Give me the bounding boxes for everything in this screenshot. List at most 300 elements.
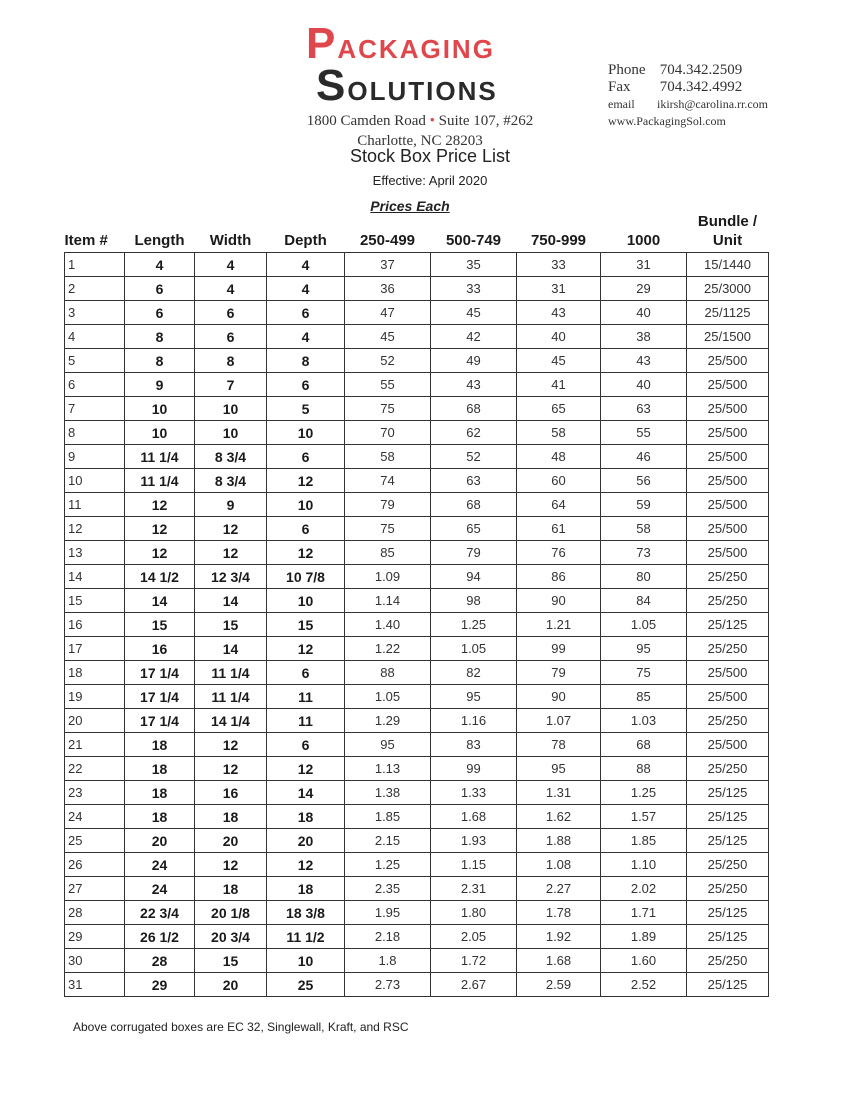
price-cell: 1.8 [345, 949, 431, 973]
price-cell: 31 [601, 253, 687, 277]
depth-cell: 11 [267, 685, 345, 709]
table-row [65, 493, 769, 517]
width-cell: 6 [195, 301, 267, 325]
column-header-length: Length [134, 232, 185, 249]
table-row [65, 877, 769, 901]
depth-cell: 12 [267, 637, 345, 661]
table-row [65, 565, 769, 589]
table-row [65, 469, 769, 493]
email-label: email [608, 97, 635, 111]
table-row [65, 277, 769, 301]
price-cell: 52 [431, 445, 517, 469]
contact-email [608, 96, 768, 113]
price-cell: 83 [431, 733, 517, 757]
table-row [65, 541, 769, 565]
price-cell: 1.38 [345, 781, 431, 805]
width-cell: 8 3/4 [195, 469, 267, 493]
price-cell: 2.35 [345, 877, 431, 901]
depth-cell: 10 7/8 [267, 565, 345, 589]
length-cell: 26 1/2 [125, 925, 195, 949]
price-cell: 40 [601, 373, 687, 397]
price-cell: 43 [601, 349, 687, 373]
length-cell: 29 [125, 973, 195, 997]
price-cell: 1.71 [601, 901, 687, 925]
price-cell: 1.21 [517, 613, 601, 637]
length-cell: 8 [125, 349, 195, 373]
price-cell: 1.88 [517, 829, 601, 853]
bundle-cell: 25/500 [687, 493, 769, 517]
depth-cell: 4 [267, 277, 345, 301]
item-cell: 7 [65, 397, 125, 421]
bundle-cell: 25/125 [687, 805, 769, 829]
length-cell: 8 [125, 325, 195, 349]
table-row [65, 829, 769, 853]
item-cell: 26 [65, 853, 125, 877]
length-cell: 12 [125, 541, 195, 565]
depth-cell: 18 [267, 877, 345, 901]
price-cell: 31 [517, 277, 601, 301]
contact-block [608, 62, 768, 130]
width-cell: 12 [195, 541, 267, 565]
width-cell: 8 3/4 [195, 445, 267, 469]
price-cell: 1.78 [517, 901, 601, 925]
item-cell: 2 [65, 277, 125, 301]
price-cell: 2.31 [431, 877, 517, 901]
item-cell: 21 [65, 733, 125, 757]
length-cell: 18 [125, 805, 195, 829]
table-row [65, 781, 769, 805]
length-cell: 4 [125, 253, 195, 277]
contact-phone [608, 62, 768, 79]
price-cell: 1.08 [517, 853, 601, 877]
depth-cell: 11 [267, 709, 345, 733]
price-cell: 55 [601, 421, 687, 445]
width-cell: 18 [195, 805, 267, 829]
depth-cell: 10 [267, 589, 345, 613]
company-logo [300, 19, 540, 110]
address-street: 1800 Camden Road [306, 113, 426, 129]
price-cell: 45 [431, 301, 517, 325]
price-cell: 48 [517, 445, 601, 469]
price-cell: 33 [431, 277, 517, 301]
price-cell: 58 [345, 445, 431, 469]
depth-cell: 25 [267, 973, 345, 997]
price-cell: 95 [431, 685, 517, 709]
width-cell: 12 [195, 733, 267, 757]
price-cell: 1.16 [431, 709, 517, 733]
bundle-cell: 25/125 [687, 829, 769, 853]
length-cell: 10 [125, 421, 195, 445]
price-cell: 1.05 [431, 637, 517, 661]
price-cell: 45 [345, 325, 431, 349]
document-title: Stock Box Price List [349, 146, 511, 166]
address-city: Charlotte, NC 28203 [357, 133, 483, 149]
price-cell: 63 [431, 469, 517, 493]
price-cell: 1.03 [601, 709, 687, 733]
table-row [65, 733, 769, 757]
column-header-item-number: Item # [64, 232, 108, 249]
table-row [65, 757, 769, 781]
width-cell: 16 [195, 781, 267, 805]
table-row [65, 853, 769, 877]
bundle-cell: 25/500 [687, 733, 769, 757]
table-row [65, 973, 769, 997]
company-address [270, 111, 570, 151]
item-cell: 9 [65, 445, 125, 469]
length-cell: 28 [125, 949, 195, 973]
item-cell: 16 [65, 613, 125, 637]
price-cell: 79 [517, 661, 601, 685]
item-cell: 18 [65, 661, 125, 685]
price-cell: 1.14 [345, 589, 431, 613]
width-cell: 9 [195, 493, 267, 517]
price-cell: 1.40 [345, 613, 431, 637]
table-row [65, 253, 769, 277]
price-cell: 33 [517, 253, 601, 277]
price-cell: 45 [517, 349, 601, 373]
bundle-cell: 25/250 [687, 757, 769, 781]
bundle-cell: 25/500 [687, 421, 769, 445]
price-cell: 56 [601, 469, 687, 493]
price-cell: 1.93 [431, 829, 517, 853]
item-cell: 24 [65, 805, 125, 829]
depth-cell: 20 [267, 829, 345, 853]
bundle-cell: 15/1440 [687, 253, 769, 277]
price-cell: 1.60 [601, 949, 687, 973]
item-cell: 8 [65, 421, 125, 445]
bundle-cell: 25/250 [687, 949, 769, 973]
logo-line-solutions: SOLUTIONS [316, 61, 498, 110]
price-cell: 78 [517, 733, 601, 757]
bundle-cell: 25/125 [687, 973, 769, 997]
price-cell: 84 [601, 589, 687, 613]
bundle-cell: 25/125 [687, 613, 769, 637]
price-cell: 2.27 [517, 877, 601, 901]
column-header-price-500-749: 500-749 [445, 232, 502, 249]
table-row [65, 301, 769, 325]
column-header-price-750-999: 750-999 [530, 232, 587, 249]
item-cell: 22 [65, 757, 125, 781]
price-cell: 70 [345, 421, 431, 445]
length-cell: 6 [125, 277, 195, 301]
price-cell: 99 [517, 637, 601, 661]
price-cell: 85 [601, 685, 687, 709]
price-cell: 1.15 [431, 853, 517, 877]
width-cell: 20 1/8 [195, 901, 267, 925]
price-cell: 63 [601, 397, 687, 421]
item-cell: 19 [65, 685, 125, 709]
length-cell: 17 1/4 [125, 709, 195, 733]
width-cell: 20 [195, 973, 267, 997]
bundle-cell: 25/250 [687, 877, 769, 901]
price-cell: 35 [431, 253, 517, 277]
width-cell: 10 [195, 421, 267, 445]
depth-cell: 4 [267, 325, 345, 349]
price-table-header [65, 212, 769, 253]
table-row [65, 901, 769, 925]
depth-cell: 5 [267, 397, 345, 421]
table-row [65, 421, 769, 445]
price-table [64, 212, 769, 997]
length-cell: 12 [125, 493, 195, 517]
price-cell: 1.85 [601, 829, 687, 853]
price-cell: 79 [345, 493, 431, 517]
prices-each-heading: Prices Each [370, 198, 450, 214]
depth-cell: 15 [267, 613, 345, 637]
length-cell: 17 1/4 [125, 661, 195, 685]
price-cell: 2.02 [601, 877, 687, 901]
length-cell: 24 [125, 877, 195, 901]
item-cell: 27 [65, 877, 125, 901]
price-cell: 95 [345, 733, 431, 757]
price-cell: 1.72 [431, 949, 517, 973]
bundle-cell: 25/500 [687, 349, 769, 373]
width-cell: 4 [195, 253, 267, 277]
depth-cell: 6 [267, 733, 345, 757]
item-cell: 15 [65, 589, 125, 613]
price-cell: 82 [431, 661, 517, 685]
depth-cell: 11 1/2 [267, 925, 345, 949]
item-cell: 28 [65, 901, 125, 925]
table-row [65, 709, 769, 733]
length-cell: 11 1/4 [125, 445, 195, 469]
bundle-cell: 25/500 [687, 541, 769, 565]
table-row [65, 349, 769, 373]
bundle-cell: 25/3000 [687, 277, 769, 301]
address-separator-bullet: • [429, 113, 435, 129]
bundle-cell: 25/125 [687, 781, 769, 805]
width-cell: 12 [195, 853, 267, 877]
width-cell: 12 [195, 757, 267, 781]
price-cell: 37 [345, 253, 431, 277]
fax-label: Fax [608, 79, 631, 95]
price-cell: 75 [601, 661, 687, 685]
length-cell: 12 [125, 517, 195, 541]
bundle-cell: 25/1125 [687, 301, 769, 325]
table-row [65, 949, 769, 973]
bundle-cell: 25/500 [687, 517, 769, 541]
price-cell: 1.89 [601, 925, 687, 949]
depth-cell: 12 [267, 853, 345, 877]
logo-line-packaging: PACKAGING [306, 19, 495, 68]
depth-cell: 10 [267, 493, 345, 517]
depth-cell: 6 [267, 661, 345, 685]
width-cell: 12 3/4 [195, 565, 267, 589]
depth-cell: 10 [267, 421, 345, 445]
price-cell: 46 [601, 445, 687, 469]
fax-value: 704.342.4992 [659, 79, 743, 95]
item-cell: 30 [65, 949, 125, 973]
footnote: Above corrugated boxes are EC 32, Singlewall, Kraft, and RSC [73, 1020, 409, 1034]
item-cell: 3 [65, 301, 125, 325]
price-cell: 62 [431, 421, 517, 445]
price-cell: 90 [517, 685, 601, 709]
price-cell: 36 [345, 277, 431, 301]
depth-cell: 6 [267, 373, 345, 397]
address-suite: Suite 107, #262 [438, 113, 534, 129]
depth-cell: 8 [267, 349, 345, 373]
item-cell: 4 [65, 325, 125, 349]
price-cell: 38 [601, 325, 687, 349]
price-cell: 61 [517, 517, 601, 541]
price-cell: 86 [517, 565, 601, 589]
price-cell: 2.18 [345, 925, 431, 949]
price-cell: 59 [601, 493, 687, 517]
width-cell: 20 [195, 829, 267, 853]
depth-cell: 4 [267, 253, 345, 277]
width-cell: 14 [195, 589, 267, 613]
bundle-cell: 25/250 [687, 589, 769, 613]
column-header-width: Width [209, 232, 252, 249]
price-cell: 73 [601, 541, 687, 565]
item-cell: 29 [65, 925, 125, 949]
price-cell: 64 [517, 493, 601, 517]
depth-cell: 18 [267, 805, 345, 829]
column-header-bundle-unit: Bundle / Unit [697, 213, 758, 249]
price-cell: 29 [601, 277, 687, 301]
item-cell: 31 [65, 973, 125, 997]
bundle-cell: 25/500 [687, 661, 769, 685]
item-cell: 1 [65, 253, 125, 277]
column-header-price-1000: 1000 [626, 232, 661, 249]
length-cell: 24 [125, 853, 195, 877]
width-cell: 11 1/4 [195, 685, 267, 709]
column-header-depth: Depth [284, 232, 327, 249]
item-cell: 12 [65, 517, 125, 541]
price-cell: 98 [431, 589, 517, 613]
depth-cell: 6 [267, 517, 345, 541]
price-cell: 1.09 [345, 565, 431, 589]
bundle-cell: 25/500 [687, 685, 769, 709]
table-row [65, 637, 769, 661]
bundle-cell: 25/250 [687, 565, 769, 589]
width-cell: 12 [195, 517, 267, 541]
price-cell: 42 [431, 325, 517, 349]
bundle-cell: 25/500 [687, 397, 769, 421]
length-cell: 18 [125, 733, 195, 757]
item-cell: 14 [65, 565, 125, 589]
table-row [65, 925, 769, 949]
bundle-cell: 25/500 [687, 469, 769, 493]
table-row [65, 517, 769, 541]
effective-date: Effective: April 2020 [372, 173, 488, 188]
length-cell: 16 [125, 637, 195, 661]
length-cell: 18 [125, 757, 195, 781]
price-cell: 58 [601, 517, 687, 541]
price-cell: 60 [517, 469, 601, 493]
length-cell: 22 3/4 [125, 901, 195, 925]
item-cell: 20 [65, 709, 125, 733]
price-cell: 1.31 [517, 781, 601, 805]
contact-fax [608, 79, 768, 96]
price-cell: 1.80 [431, 901, 517, 925]
price-table-wrapper [64, 212, 769, 997]
address-line-1 [270, 111, 570, 131]
width-cell: 11 1/4 [195, 661, 267, 685]
price-cell: 2.52 [601, 973, 687, 997]
price-cell: 74 [345, 469, 431, 493]
bundle-cell: 25/250 [687, 853, 769, 877]
width-cell: 15 [195, 949, 267, 973]
price-cell: 1.68 [517, 949, 601, 973]
table-row [65, 589, 769, 613]
price-cell: 68 [431, 493, 517, 517]
depth-cell: 12 [267, 541, 345, 565]
length-cell: 14 [125, 589, 195, 613]
length-cell: 9 [125, 373, 195, 397]
price-cell: 75 [345, 397, 431, 421]
length-cell: 11 1/4 [125, 469, 195, 493]
price-cell: 75 [345, 517, 431, 541]
bundle-cell: 25/500 [687, 445, 769, 469]
price-cell: 65 [517, 397, 601, 421]
table-row [65, 805, 769, 829]
contact-website: www.PackagingSol.com [608, 114, 726, 128]
item-cell: 5 [65, 349, 125, 373]
price-cell: 58 [517, 421, 601, 445]
price-cell: 43 [517, 301, 601, 325]
price-cell: 88 [601, 757, 687, 781]
column-header-price-250-499: 250-499 [359, 232, 416, 249]
price-cell: 1.33 [431, 781, 517, 805]
price-cell: 94 [431, 565, 517, 589]
depth-cell: 12 [267, 757, 345, 781]
table-row [65, 661, 769, 685]
price-cell: 99 [431, 757, 517, 781]
bundle-cell: 25/125 [687, 925, 769, 949]
price-cell: 85 [345, 541, 431, 565]
price-cell: 49 [431, 349, 517, 373]
price-cell: 68 [601, 733, 687, 757]
price-cell: 1.13 [345, 757, 431, 781]
length-cell: 10 [125, 397, 195, 421]
price-cell: 80 [601, 565, 687, 589]
table-row [65, 445, 769, 469]
price-cell: 2.15 [345, 829, 431, 853]
price-cell: 79 [431, 541, 517, 565]
price-cell: 1.10 [601, 853, 687, 877]
item-cell: 6 [65, 373, 125, 397]
depth-cell: 6 [267, 301, 345, 325]
item-cell: 17 [65, 637, 125, 661]
depth-cell: 10 [267, 949, 345, 973]
price-cell: 1.05 [345, 685, 431, 709]
price-cell: 41 [517, 373, 601, 397]
price-cell: 52 [345, 349, 431, 373]
price-cell: 1.25 [431, 613, 517, 637]
width-cell: 6 [195, 325, 267, 349]
price-cell: 65 [431, 517, 517, 541]
item-cell: 11 [65, 493, 125, 517]
item-cell: 25 [65, 829, 125, 853]
price-cell: 76 [517, 541, 601, 565]
table-row [65, 325, 769, 349]
price-cell: 1.95 [345, 901, 431, 925]
table-row [65, 685, 769, 709]
price-cell: 95 [601, 637, 687, 661]
price-cell: 1.29 [345, 709, 431, 733]
price-cell: 68 [431, 397, 517, 421]
price-cell: 1.68 [431, 805, 517, 829]
length-cell: 14 1/2 [125, 565, 195, 589]
item-cell: 10 [65, 469, 125, 493]
header-row [65, 212, 769, 253]
price-cell: 1.22 [345, 637, 431, 661]
phone-label: Phone [608, 62, 646, 78]
price-cell: 40 [601, 301, 687, 325]
length-cell: 20 [125, 829, 195, 853]
price-table-body [65, 253, 769, 997]
